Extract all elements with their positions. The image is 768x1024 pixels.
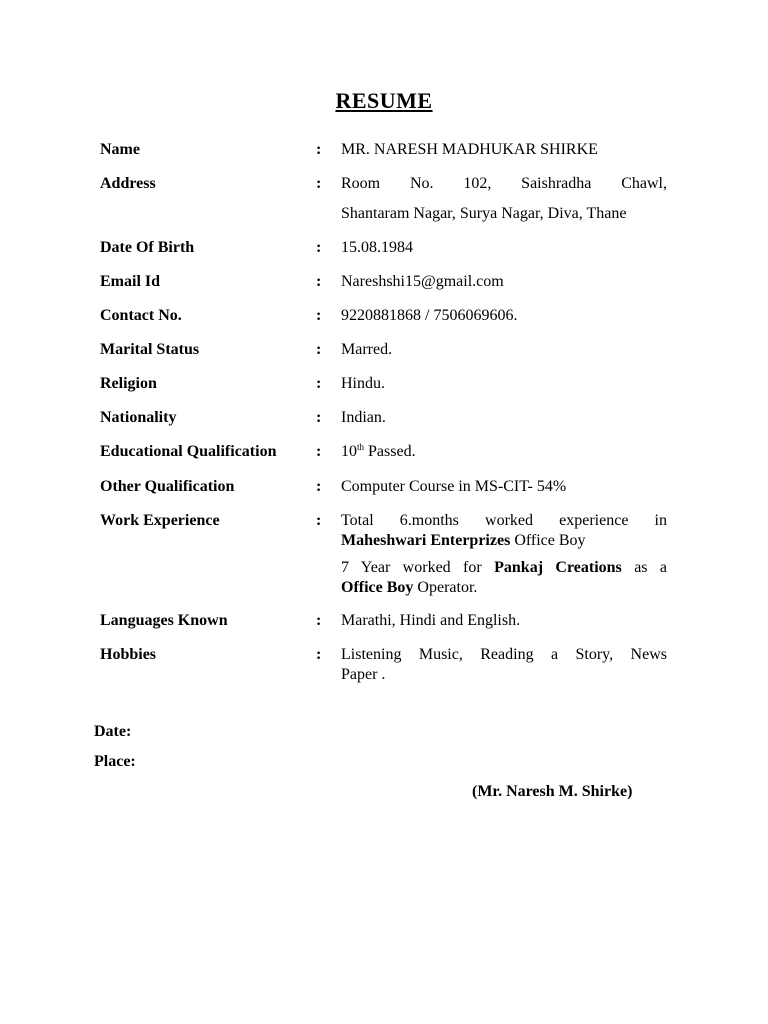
education-label: Educational Qualification xyxy=(100,443,277,460)
work-entry-1-line-1: Total 6.months worked experience in xyxy=(341,512,667,529)
colon: : xyxy=(316,375,322,392)
contact-value: 9220881868 / 7506069606. xyxy=(341,307,518,324)
languages-value: Marathi, Hindi and English. xyxy=(341,612,521,629)
education-grade: 10 xyxy=(341,443,357,460)
colon: : xyxy=(316,612,322,629)
signature-name: (Mr. Naresh M. Shirke) xyxy=(472,783,633,800)
nationality-label: Nationality xyxy=(100,409,177,426)
work-entry-1-line-2 xyxy=(341,531,667,551)
resume-title: RESUME xyxy=(335,88,433,113)
religion-label: Religion xyxy=(100,375,157,392)
work-entry-1-company: Maheshwari Enterprizes xyxy=(341,532,511,549)
hobbies-line-2: Paper . xyxy=(341,666,386,683)
education-status: Passed. xyxy=(364,443,416,460)
email-value: Nareshshi15@gmail.com xyxy=(341,273,504,290)
hobbies-label: Hobbies xyxy=(100,646,157,663)
contact-label: Contact No. xyxy=(100,307,182,324)
name-value: MR. NARESH MADHUKAR SHIRKE xyxy=(341,141,598,158)
education-ordinal: th xyxy=(357,442,365,452)
work-entry-2-line-1 xyxy=(341,558,667,578)
address-line-1: Room No. 102, Saishradha Chawl, xyxy=(341,175,667,192)
religion-value: Hindu. xyxy=(341,375,385,392)
address-line-2: Shantaram Nagar, Surya Nagar, Diva, Thane xyxy=(341,205,627,222)
work-experience-label: Work Experience xyxy=(100,512,220,529)
work-experience-value xyxy=(341,511,667,598)
address-value xyxy=(341,174,667,224)
work-entry-2-line-2 xyxy=(341,578,667,598)
education-value xyxy=(341,442,667,462)
colon: : xyxy=(316,239,322,256)
work-entry-2-company: Pankaj Creations xyxy=(494,559,622,576)
colon: : xyxy=(316,409,322,426)
colon: : xyxy=(316,175,322,192)
languages-label: Languages Known xyxy=(100,612,228,629)
colon: : xyxy=(316,307,322,324)
colon: : xyxy=(316,341,322,358)
name-label: Name xyxy=(100,141,140,158)
work-entry-1-role: Office Boy xyxy=(510,532,586,549)
hobbies-value xyxy=(341,645,667,685)
work-entry-2-prefix: 7 Year worked for xyxy=(341,559,495,576)
other-qualification-label: Other Qualification xyxy=(100,478,235,495)
work-entry-2-role: Office Boy xyxy=(341,579,414,596)
marital-label: Marital Status xyxy=(100,341,200,358)
colon: : xyxy=(316,141,322,158)
dob-value: 15.08.1984 xyxy=(341,239,413,256)
hobbies-line-1: Listening Music, Reading a Story, News xyxy=(341,646,667,663)
email-label: Email Id xyxy=(100,273,161,290)
date-label: Date: xyxy=(94,723,132,740)
colon: : xyxy=(316,443,322,460)
colon: : xyxy=(316,512,322,529)
colon: : xyxy=(316,646,322,663)
colon: : xyxy=(316,273,322,290)
work-entry-2-mid: as a xyxy=(621,559,668,576)
work-entry-2-suffix: Operator. xyxy=(413,579,478,596)
dob-label: Date Of Birth xyxy=(100,239,195,256)
place-label: Place: xyxy=(94,753,136,770)
other-qualification-value: Computer Course in MS-CIT- 54% xyxy=(341,478,567,495)
colon: : xyxy=(316,478,322,495)
address-label: Address xyxy=(100,175,156,192)
marital-value: Marred. xyxy=(341,341,393,358)
nationality-value: Indian. xyxy=(341,409,386,426)
